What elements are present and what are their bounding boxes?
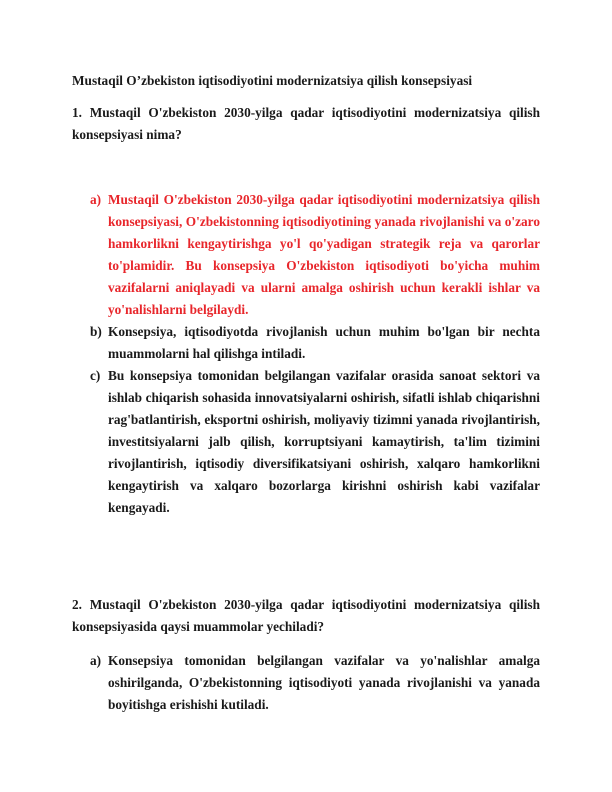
list-marker: a) — [90, 653, 102, 668]
question-2: 2. Mustaqil O'zbekiston 2030-yilga qadar iqtisodiyotini modernizatsiya qilish konsepsiyasida qaysi muammolar yechiladi? — [72, 597, 540, 634]
answer-1b — [72, 321, 540, 365]
answer-1c — [72, 365, 540, 519]
question-1: 1. Mustaqil O'zbekiston 2030-yilga qadar iqtisodiyotini modernizatsiya qilish konsepsiyasi nima? — [72, 105, 540, 142]
document-title: Mustaqil O’zbekiston iqtisodiyotini modernizatsiya qilish konsepsiyasi — [72, 73, 473, 88]
answer-list-1 — [72, 189, 540, 519]
answer-text: Konsepsiya tomonidan belgilangan vazifalar va yo'nalishlar amalga oshirilganda, O'zbekistonning iqtisodiyoti yanada rivojlanishi va yanada boyitishga erishishi kutiladi. — [108, 653, 540, 712]
list-marker: a) — [90, 192, 102, 207]
answer-2a — [72, 650, 540, 716]
answer-text: Konsepsiya, iqtisodiyotda rivojlanish uchun muhim bo'lgan bir nechta muammolarni hal qilishga intiladi. — [108, 324, 540, 361]
list-marker: c) — [90, 368, 101, 383]
answer-text: Bu konsepsiya tomonidan belgilangan vazifalar orasida sanoat sektori va ishlab chiqarish sohasida innovatsiyalarni oshirish, sifatli ishlab chiqarishni rag'batlantirish, eksportni oshirish, moliyaviy tizimni yanada rivojlantirish, investitsiyalarni jalb qilish, korruptsiyani kamaytirish, ta'lim tizimini rivojlantirish, iqtisodiy diversifikatsiyani oshirish, xalqaro hamkorlikni kengaytirish va xalqaro bozorlarga kirishni oshirish kabi vazifalar kengayadi. — [108, 368, 540, 515]
answer-1a — [72, 189, 540, 321]
answer-text: Mustaqil O'zbekiston 2030-yilga qadar iqtisodiyotini modernizatsiya qilish konsepsiyasi, O'zbekistonning iqtisodiyotining yanada rivojlanishi va o'zaro hamkorlikni kengaytirishga yo'l qo'yadigan strategik reja va qarorlar to'plamidir. Bu konsepsiya O'zbekiston iqtisodiyoti bo'yicha muhim vazifalarni aniqlayadi va ularni amalga oshirish uchun kerakli ishlar va yo'nalishlarni belgilaydi. — [108, 192, 540, 317]
answer-list-2 — [72, 650, 540, 716]
list-marker: b) — [90, 324, 102, 339]
